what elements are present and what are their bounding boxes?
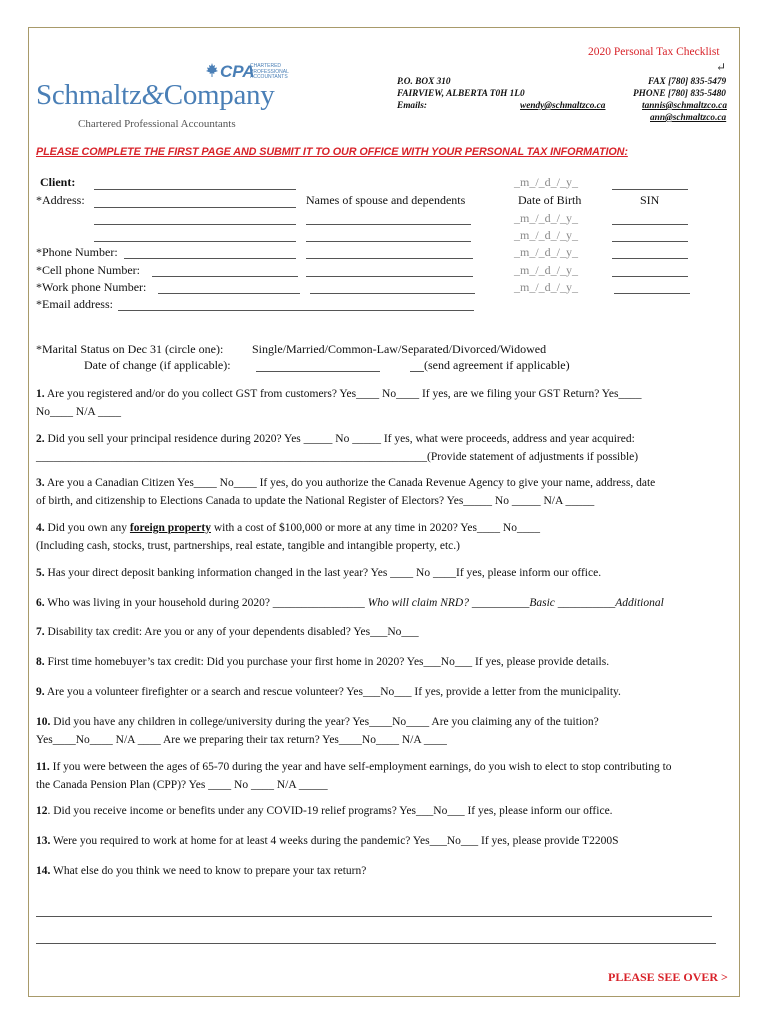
sin-field-1[interactable] xyxy=(612,224,688,225)
sin-field-5[interactable] xyxy=(614,293,690,294)
email-address-field[interactable] xyxy=(118,310,474,311)
emails-label: Emails: xyxy=(397,101,427,111)
sin-field-2[interactable] xyxy=(612,241,688,242)
q14-answer-line-1[interactable] xyxy=(36,916,712,917)
spouse-dependents-label: Names of spouse and dependents xyxy=(306,193,466,207)
cpa-subtext: CHARTERED PROFESSIONAL ACCOUNTANTS xyxy=(250,63,289,80)
question-4: 4. Did you own any foreign property with a cost of $100,000 or more at any time in 2020? Yes____ No____ (Including cash, stocks, trust, partnerships, real estate, tangible and intangible property, etc.) xyxy=(36,522,540,552)
question-6: 6. Who was living in your household during 2020? ________________ Who will claim NRD? __________Basic __________Additional xyxy=(36,597,664,609)
address-field-1[interactable] xyxy=(94,207,296,208)
question-2: 2. Did you sell your principal residence during 2020? Yes _____ No _____ If yes, what were proceeds, address and year acquired: ____________________________________________________________________(Provide statement of adjustments if possible) xyxy=(36,433,639,463)
question-9: 9. Are you a volunteer firefighter or a search and rescue volunteer? Yes___No___ If yes, provide a letter from the municipality. xyxy=(36,686,621,698)
question-1: 1. Are you registered and/or do you collect GST from customers? Yes____ No____ If yes, are we filing your GST Return? Yes____ No____ N/A ____ xyxy=(36,388,642,418)
marital-status-options[interactable]: Single/Married/Common-Law/Separated/Divorced/Widowed xyxy=(252,342,547,356)
q14-answer-line-2[interactable] xyxy=(36,943,716,944)
question-14: 14. What else do you think we need to know to prepare your tax return? xyxy=(36,865,367,877)
client-dob-field[interactable]: _m_/_d_/_y_ xyxy=(514,175,579,189)
marital-status-label: *Marital Status on Dec 31 (circle one): xyxy=(36,342,224,356)
phone-field[interactable] xyxy=(124,258,296,259)
client-sin-field[interactable] xyxy=(612,189,688,190)
sin-field-3[interactable] xyxy=(612,258,688,259)
phone-label: *Phone Number: xyxy=(36,245,118,259)
doc-title: 2020 Personal Tax Checklist xyxy=(588,46,720,58)
address-label: *Address: xyxy=(36,193,85,207)
dependent-name-field-1[interactable] xyxy=(306,224,471,225)
dob-field-5[interactable]: _m_/_d_/_y_ xyxy=(514,280,579,294)
client-label: Client: xyxy=(40,175,76,189)
email-tannis-link[interactable]: tannis@schmaltzco.ca xyxy=(642,101,727,111)
sin-label: SIN xyxy=(640,193,660,207)
foreign-property-term: foreign property xyxy=(129,522,211,534)
dob-field-2[interactable]: _m_/_d_/_y_ xyxy=(514,228,579,242)
dob-field-4[interactable]: _m_/_d_/_y_ xyxy=(514,263,579,277)
see-over-note: PLEASE SEE OVER > xyxy=(608,970,728,984)
address-line-1: P.O. BOX 310 xyxy=(397,77,451,87)
email-wendy-link[interactable]: wendy@schmaltzco.ca xyxy=(520,101,606,111)
dob-field-1[interactable]: _m_/_d_/_y_ xyxy=(514,211,579,225)
work-phone-label: *Work phone Number: xyxy=(36,280,147,294)
question-8: 8. First time homebuyer’s tax credit: Did you purchase your first home in 2020? Yes___No___ If yes, please provide details. xyxy=(36,656,610,668)
question-11: 11. If you were between the ages of 65-70 during the year and have self-employment earnings, do you wish to elect to stop contributing to the Canada Pension Plan (CPP)? Yes ____ No ____ N/A _____ xyxy=(36,761,672,791)
client-name-field[interactable] xyxy=(94,189,296,190)
dependent-name-field-4[interactable] xyxy=(306,276,473,277)
cell-phone-label: *Cell phone Number: xyxy=(36,263,140,277)
phone-number: PHONE [780] 835-5480 xyxy=(633,89,726,99)
fax-number: FAX [780] 835-5479 xyxy=(648,77,727,87)
question-3: 3. Are you a Canadian Citizen Yes____ No____ If yes, do you authorize the Canada Revenue Agency to give your name, address, date of birth, and citizenship to Elections Canada to update the National Register of Electors? Yes_____ No _____ N/A _____ xyxy=(36,477,656,507)
question-13: 13. Were you required to work at home for at least 4 weeks during the pandemic? Yes___No___ If yes, please provide T2200S xyxy=(36,835,619,847)
cell-phone-field[interactable] xyxy=(152,276,298,277)
date-of-birth-label: Date of Birth xyxy=(518,193,582,207)
dob-field-3[interactable]: _m_/_d_/_y_ xyxy=(514,245,579,259)
dependent-name-field-3[interactable] xyxy=(306,258,473,259)
return-arrow-icon: ↵ xyxy=(716,60,727,74)
address-line-2: FAIRVIEW, ALBERTA T0H 1L0 xyxy=(397,89,525,99)
logo-wordmark: Schmaltz&Company xyxy=(36,79,275,111)
question-12: 12. Did you receive income or benefits under any COVID-19 relief programs? Yes___No___ If yes, please inform our office. xyxy=(36,805,613,817)
address-field-3[interactable] xyxy=(94,241,296,242)
question-5: 5. Has your direct deposit banking information changed in the last year? Yes ____ No ____If yes, please inform our office. xyxy=(36,567,602,579)
page-border xyxy=(28,27,740,997)
sin-field-4[interactable] xyxy=(612,276,688,277)
question-10: 10. Did you have any children in college/university during the year? Yes____No____ Are you claiming any of the tuition? Yes____No____ N/A ____ Are we preparing their tax return? Yes____No____ N/A ____ xyxy=(36,716,599,746)
email-ann-link[interactable]: ann@schmaltzco.ca xyxy=(650,113,727,123)
address-field-2[interactable] xyxy=(94,224,296,225)
submission-notice: PLEASE COMPLETE THE FIRST PAGE AND SUBMIT IT TO OUR OFFICE WITH YOUR PERSONAL TAX INFORMATION: xyxy=(36,146,628,158)
date-of-change-label: Date of change (if applicable): xyxy=(84,358,231,372)
send-agreement-note: (send agreement if applicable) xyxy=(424,358,570,372)
work-phone-field[interactable] xyxy=(158,293,300,294)
question-7: 7. Disability tax credit: Are you or any of your dependents disabled? Yes___No___ xyxy=(36,626,419,638)
agreement-underline xyxy=(410,371,424,372)
email-address-label: *Email address: xyxy=(36,297,113,311)
company-logo xyxy=(36,62,296,137)
dependent-name-field-2[interactable] xyxy=(306,241,471,242)
logo-tagline: Chartered Professional Accountants xyxy=(78,118,236,130)
cpa-mark: CPA xyxy=(220,62,255,81)
dependent-name-field-5[interactable] xyxy=(310,293,475,294)
date-of-change-field[interactable] xyxy=(256,371,380,372)
